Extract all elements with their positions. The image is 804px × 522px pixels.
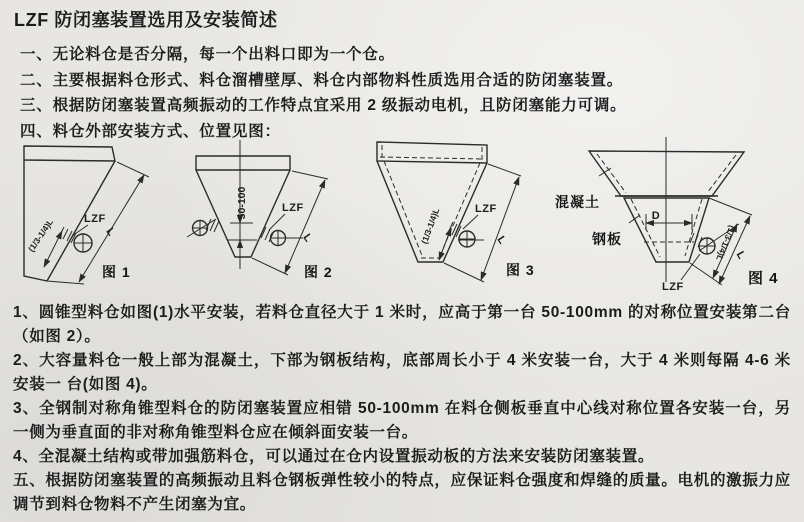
figure-4-diagram: [551, 132, 803, 305]
fig1-dim-position: [26, 217, 62, 267]
figure-2-diagram: [185, 136, 360, 298]
fig4-lzf-label: LZF: [662, 281, 684, 293]
intro-list: [20, 42, 790, 144]
fig2-lzf-leader-line: [269, 214, 285, 230]
fig2-dim-offset-label: 50-100: [236, 186, 248, 220]
fig2-vibrator-left-icon: [187, 219, 219, 237]
fig3-hopper-outline: [377, 142, 487, 262]
fig2-dim-length: [252, 171, 328, 275]
fig2-dim-length-label: L: [300, 231, 315, 245]
intro-item: 四、料仓外部安装方式、位置见图：: [20, 122, 281, 140]
fig3-lzf-leader-line: [463, 215, 478, 229]
note-item: 1、圆锥型料仓如图(1)水平安装，若料仓直径大于 1 米时，应高于第一台 50-100mm 的对称位置安装第二台（如图 2）。: [13, 304, 791, 345]
fig3-caption: 图 3: [506, 262, 535, 278]
intro-item: 三、根据防闭塞装置高频振动的工作特点宜采用 2 级振动电机，且防闭塞能力可调。: [20, 97, 627, 114]
intro-item: 二、主要根据料仓形式、料仓溜槽壁厚、料仓内部物料性质选用合适的防闭塞装置。: [20, 71, 624, 89]
fig1-dim-position-label: (1/3-1/4)L: [25, 217, 56, 254]
page-title: LZF 防闭塞装置选用及安装简述: [14, 10, 278, 30]
fig4-dim-length: [690, 198, 752, 285]
fig3-dim-position-label: (1/3-1/4)L: [419, 206, 442, 246]
fig1-caption: 图 1: [102, 264, 131, 280]
note-item: 4、全混凝土结构或带加强筋料仓，可以通过在仓内设置振动板的方法来安装防闭塞装置。: [13, 448, 655, 465]
fig4-dim-width-label: D: [651, 210, 661, 222]
fig4-dim-position-label: (1/3-1/4)L: [714, 223, 738, 263]
fig3-dim-length-label: L: [494, 234, 509, 247]
fig2-lzf-label: LZF: [282, 202, 304, 214]
fig1-dim-length-label: L: [103, 225, 118, 239]
fig3-dim-position: [419, 207, 451, 260]
note-item: 3、全钢制对称角锥型料仓的防闭塞装置应相错 50-100mm 在料仓侧板垂直中心线对称位置各安装一台，另一侧为垂直面的非对称角锥型料仓应在倾斜面安装一台。: [13, 400, 791, 441]
fig4-material-upper-label: 混凝土: [555, 194, 600, 210]
fig4-material-lower-label: 钢板: [592, 231, 622, 247]
figure-1-diagram: [4, 135, 189, 298]
fig4-dim-width: [646, 210, 692, 230]
note-item: 2、大容量料仓一般上部为混凝土，下部为钢板结构，底部周长小于 4 米安装一台，大于 4 米则每隔 4-6 米安装一 台(如图 4)。: [13, 352, 791, 393]
fig3-lzf-label: LZF: [475, 203, 497, 215]
fig2-vibrator-right-icon: [261, 227, 303, 246]
fig4-dim-length-label: L: [733, 249, 748, 262]
intro-item: 一、无论料仓是否分隔，每一个出料口即为一个仓。: [20, 46, 395, 63]
notes-list: [13, 301, 791, 517]
fig2-dim-offset: [228, 186, 257, 254]
figure-3-diagram: [361, 132, 551, 300]
fig1-lzf-label: LZF: [84, 213, 106, 225]
fig2-caption: 图 2: [304, 264, 333, 280]
fig4-caption: 图 4: [748, 270, 779, 287]
note-item: 五、根据防闭塞装置的高频振动且料仓钢板弹性较小的特点，应保证料仓强度和焊缝的质量。电机的激振力应调节到料仓物料不产生闭塞为宜。: [13, 472, 791, 513]
